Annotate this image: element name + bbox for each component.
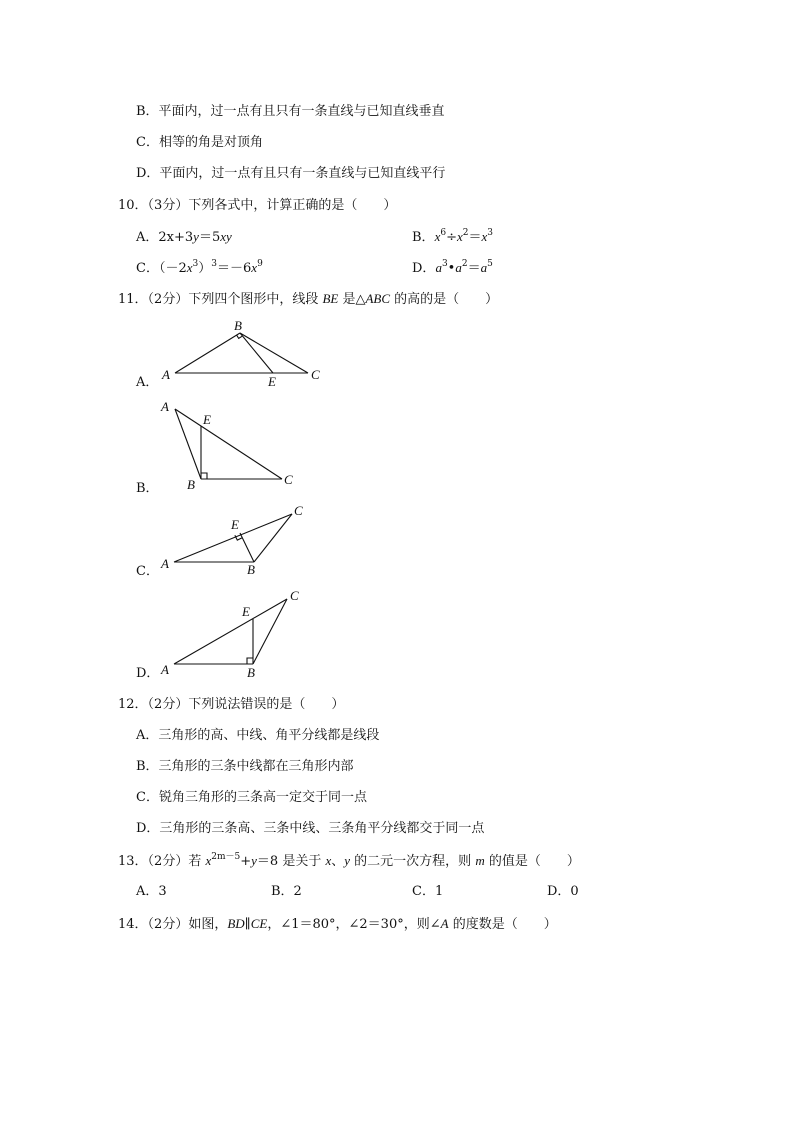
q12-option-b: B．三角形的三条中线都在三角形内部 <box>136 759 354 774</box>
q14-stem-text: 的度数是（ ） <box>448 917 557 932</box>
q11-stem-text: 的高的是（ ） <box>390 292 499 307</box>
q10-option-c-exp: 3 <box>211 259 217 269</box>
q10-option-d-label: D． <box>412 261 436 276</box>
q10-option-c-label: C． <box>136 261 159 276</box>
point-e-label: E <box>231 517 239 532</box>
point-c-label: C <box>294 503 303 518</box>
q9-option-d: D．平面内，过一点有且只有一条直线与已知直线平行 <box>136 166 446 181</box>
q10-option-d-exp: 5 <box>487 259 493 269</box>
q11-option-d-label: D． <box>136 666 160 681</box>
q10-option-c-eq: ＝－6 <box>217 261 252 276</box>
q11-option-c-label: C． <box>136 564 159 579</box>
point-c-label: C <box>290 588 299 603</box>
q10-option-a-label: A． <box>136 230 159 245</box>
q10-option-c-var: x <box>251 260 258 275</box>
point-a-label: A <box>161 662 169 677</box>
q10-option-c-var: x <box>186 260 193 275</box>
q14-stem <box>118 916 557 933</box>
q14-stem-text: 14．（2分）如图， <box>118 917 228 932</box>
q14-point-a: A <box>440 916 449 931</box>
q10-option-b-exp: 2 <box>462 228 469 238</box>
q13-option-d: D．0 <box>547 884 579 899</box>
q13-option-a: A．3 <box>136 884 167 899</box>
q13-stem-text: ＝8 是关于 <box>256 854 326 869</box>
q13-stem-text: 的二元一次方程，则 <box>350 854 476 869</box>
q13-stem <box>118 853 580 870</box>
q10-option-b-exp: 3 <box>487 228 494 238</box>
q10-option-b-eq: ＝ <box>468 230 482 245</box>
q10-option-a-expr-part: 2x+3 <box>158 230 194 245</box>
q12-option-c: C．锐角三角形的三条高一定交于同一点 <box>136 790 367 805</box>
point-a-label: A <box>162 367 170 382</box>
right-angle-mark <box>247 658 253 664</box>
point-c-label: C <box>311 367 320 382</box>
q10-option-c-exp: 9 <box>257 259 263 269</box>
q11-stem-text: 11．（2分）下列四个图形中，线段 <box>118 292 323 307</box>
q10-option-b-label: B． <box>412 230 435 245</box>
q13-stem-text: + <box>240 854 252 869</box>
q10-option-a-var-xy: xy <box>220 229 232 244</box>
point-e-label: E <box>268 374 276 389</box>
q11-option-a-label: A． <box>136 375 159 390</box>
q11-stem-text: 是△ <box>338 292 366 307</box>
q13-stem-text: 13．（2分）若 <box>118 854 206 869</box>
q13-var-y: y <box>251 853 257 868</box>
point-b-label: B <box>187 477 195 492</box>
point-c-label: C <box>284 472 293 487</box>
point-e-label: E <box>242 604 250 619</box>
point-b-label: B <box>247 562 255 577</box>
q13-var-y: y <box>344 853 351 868</box>
q14-segment-ce: CE <box>250 916 268 931</box>
q10-option-c-open: （－2 <box>158 261 187 276</box>
q13-option-c: C．1 <box>412 884 444 899</box>
q11-stem-abc: ABC <box>365 291 391 306</box>
q10-option-a-expr-part: ＝5 <box>198 230 221 245</box>
q13-stem-text: 的值是（ ） <box>484 854 580 869</box>
q9-option-c: C．相等的角是对顶角 <box>136 135 263 150</box>
q11-stem-be: BE <box>322 291 339 306</box>
q13-var-m: m <box>475 853 485 868</box>
q13-option-b: B．2 <box>271 884 302 899</box>
q12-stem: 12．（2分）下列说法错误的是（ ） <box>118 697 345 712</box>
q13-var-x: x <box>205 853 212 868</box>
q10-option-d-eq: ＝ <box>467 261 481 276</box>
q10-option-b-var: x <box>456 229 463 244</box>
q10-option-c-close: ） <box>198 261 212 276</box>
q10-option-b-op: ÷ <box>446 230 457 245</box>
point-b-label: B <box>247 665 255 680</box>
q14-stem-text: ，∠1＝80°，∠2＝30°，则∠ <box>267 917 441 932</box>
q10-option-a-var-y: y <box>193 229 199 244</box>
q12-option-d: D．三角形的三条高、三条中线、三条角平分线都交于同一点 <box>136 821 485 836</box>
q9-option-b: B．平面内，过一点有且只有一条直线与已知直线垂直 <box>136 104 445 119</box>
q14-segment-bd: BD <box>227 916 245 931</box>
q10-option-d-var: a <box>435 260 442 275</box>
q10-option-d-var: a <box>480 260 488 275</box>
q13-exponent: 2m－5 <box>211 852 241 862</box>
q10-option-b-var: x <box>434 229 441 244</box>
point-a-label: A <box>161 399 169 414</box>
q10-stem: 10．（3分）下列各式中，计算正确的是（ ） <box>118 198 397 213</box>
q10-option-d-exp: 2 <box>461 259 468 269</box>
point-e-label: E <box>203 412 211 427</box>
q14-parallel-symbol: ∥ <box>244 917 251 932</box>
q13-var-x: x <box>325 853 332 868</box>
point-a-label: A <box>161 556 169 571</box>
q10-option-d-dot: • <box>447 261 456 276</box>
point-b-label: B <box>234 318 242 333</box>
q10-option-c-exp: 3 <box>192 259 199 269</box>
q10-option-b-exp: 6 <box>440 228 447 238</box>
q10-option-d-exp: 3 <box>441 259 448 269</box>
q10-option-d-var: a <box>455 260 462 275</box>
q12-option-a: A．三角形的高、中线、角平分线都是线段 <box>136 728 380 743</box>
q13-stem-text: 、 <box>331 854 345 869</box>
q11-option-b-label: B． <box>136 481 159 496</box>
q10-option-b-var: x <box>481 229 488 244</box>
